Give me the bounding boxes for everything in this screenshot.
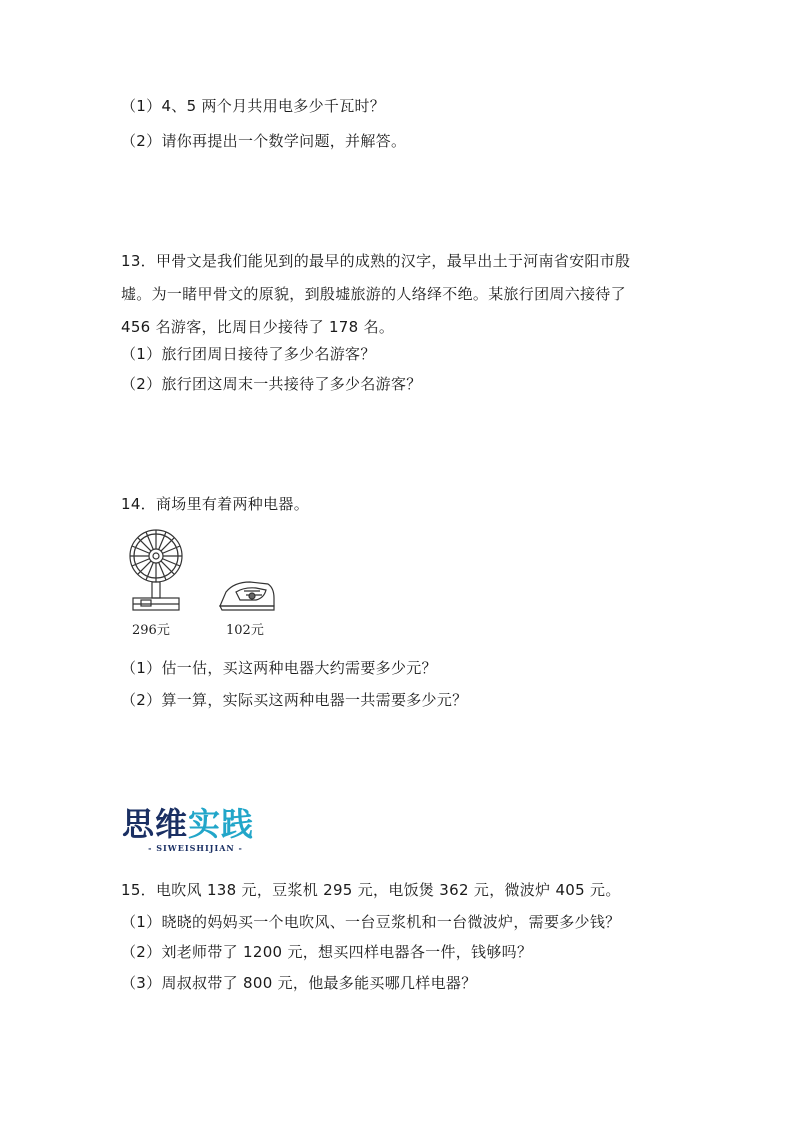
question-13-text-line-2: 墟。为一睹甲骨文的原貌，到殷墟旅游的人络绎不绝。某旅行团周六接待了 — [121, 285, 626, 303]
question-13-text-line-3: 456 名游客，比周日少接待了 178 名。 — [121, 318, 395, 336]
question-14-part-1: （1）估一估，买这两种电器大约需要多少元？ — [121, 659, 437, 677]
iron-price-label: 102元 — [226, 623, 264, 638]
question-15-part-2: （2）刘老师带了 1200 元，想买四样电器各一件，钱够吗？ — [121, 943, 533, 961]
question-13-part-2: （2）旅行团这周末一共接待了多少名游客？ — [121, 375, 422, 393]
banner-title-part-1: 思维 — [122, 805, 189, 843]
question-15-text: 15．电吹风 138 元，豆浆机 295 元，电饭煲 362 元，微波炉 405 元。 — [121, 881, 621, 899]
question-15-part-3: （3）周叔叔带了 800 元，他最多能买哪几样电器？ — [121, 974, 477, 992]
question-14-part-2: （2）算一算，实际买这两种电器一共需要多少元？ — [121, 691, 468, 709]
question-15-part-1: （1）晓晓的妈妈买一个电吹风、一台豆浆机和一台微波炉，需要多少钱？ — [121, 913, 621, 931]
question-12-part-1: （1）4、5 两个月共用电多少千瓦时？ — [121, 97, 386, 115]
question-13-part-1: （1）旅行团周日接待了多少名游客？ — [121, 345, 376, 363]
question-13-text-line-1: 13．甲骨文是我们能见到的最早的成熟的汉字，最早出土于河南省安阳市殷 — [121, 252, 631, 270]
fan-price-label: 296元 — [132, 623, 170, 638]
question-14-text: 14．商场里有着两种电器。 — [121, 495, 309, 513]
section-banner-subtitle: - SIWEISHIJIAN - — [148, 843, 243, 853]
section-banner-title — [122, 806, 254, 842]
electric-iron-icon — [216, 578, 278, 612]
banner-title-part-2: 实践 — [188, 805, 255, 843]
question-12-part-2: （2）请你再提出一个数学问题，并解答。 — [121, 132, 407, 150]
electric-fan-icon — [128, 527, 184, 613]
